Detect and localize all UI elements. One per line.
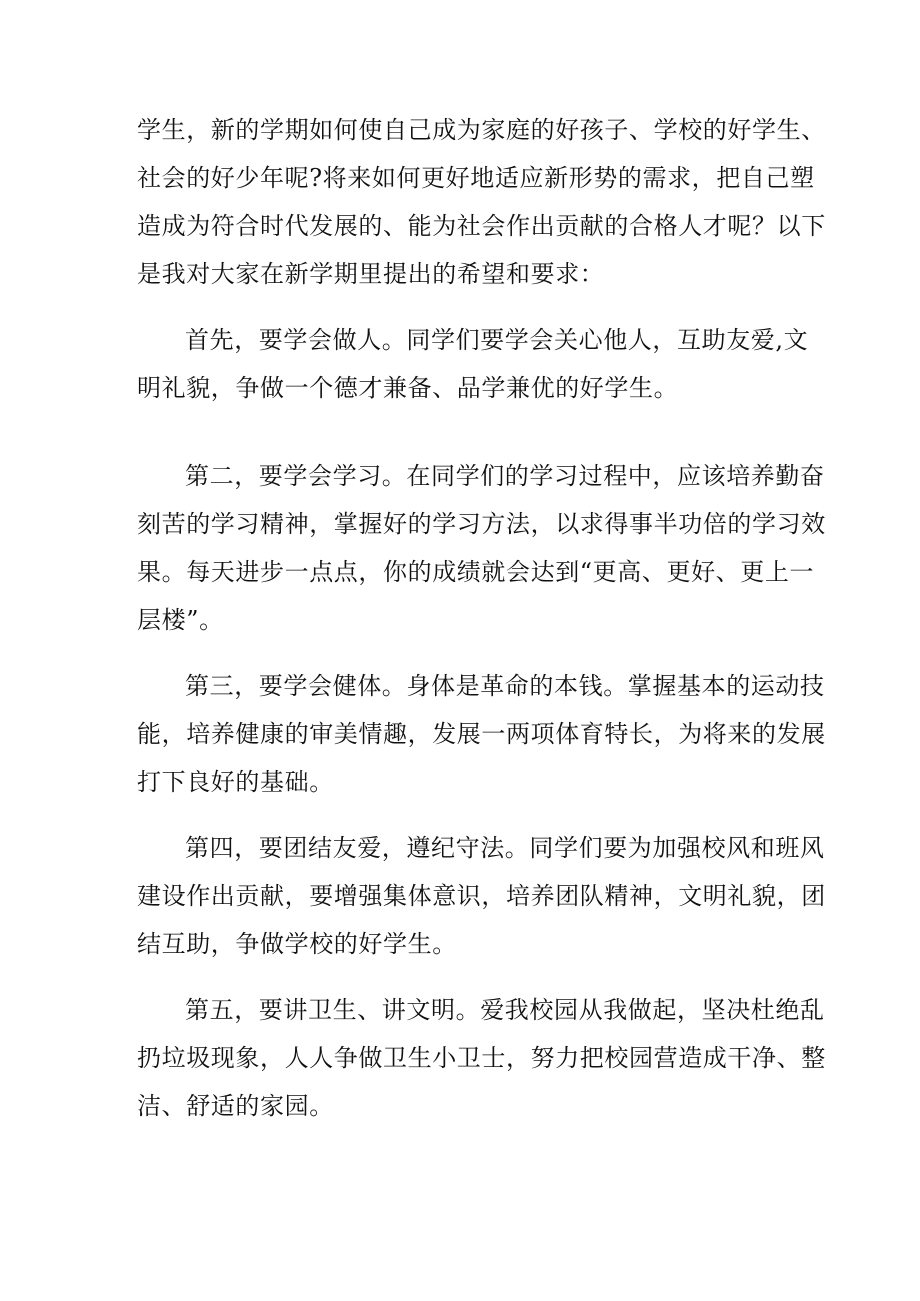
paragraph-second [137,452,826,644]
paragraph-line: 社会的好少年呢?将来如何更好地适应新形势的需求，把自己塑 [137,164,815,192]
paragraph-line: 扔垃圾现象，人人争做卫生小卫士，努力把校园营造成干净、整 [137,1044,826,1072]
paragraph-line: 建设作出贡献，要增强集体意识，培养团队精神，文明礼貌，团 [137,882,826,910]
paragraph-first [137,316,809,412]
paragraph-fourth [137,824,826,968]
paragraph-line: 学生，新的学期如何使自己成为家庭的好孩子、学校的好学生、 [137,116,826,144]
paragraph-line: 打下良好的基础。 [137,768,334,796]
paragraph-line: 刻苦的学习精神，掌握好的学习方法，以求得事半功倍的学习效 [137,510,826,538]
paragraph-line: 首先，要学会做人。同学们要学会关心他人，互助友爱,文 [185,326,809,354]
paragraph-line: 造成为符合时代发展的、能为社会作出贡献的合格人才呢？以下 [137,212,826,240]
paragraph-line: 是我对大家在新学期里提出的希望和要求： [137,260,605,288]
paragraph-line: 第四，要团结友爱，遵纪守法。同学们要为加强校风和班风 [185,834,825,862]
paragraph-line: 层楼”。 [137,606,224,634]
paragraph-line: 第二，要学会学习。在同学们的学习过程中，应该培养勤奋 [185,462,825,490]
paragraph-line: 第五，要讲卫生、讲文明。爱我校园从我做起，坚决杜绝乱 [185,996,825,1024]
paragraph-line: 结互助，争做学校的好学生。 [137,930,457,958]
paragraph-line: 能，培养健康的审美情趣，发展一两项体育特长，为将来的发展 [137,720,826,748]
paragraph-line: 果。每天进步一点点，你的成绩就会达到“更高、更好、更上一 [137,558,815,586]
paragraph-fifth [137,986,826,1130]
paragraph-line: 洁、舒适的家园。 [137,1092,334,1120]
paragraph-line: 第三，要学会健体。身体是革命的本钱。掌握基本的运动技 [185,672,825,700]
paragraph-line: 明礼貌，争做一个德才兼备、品学兼优的好学生。 [137,374,679,402]
paragraph-intro [137,106,826,298]
paragraph-third [137,662,826,806]
